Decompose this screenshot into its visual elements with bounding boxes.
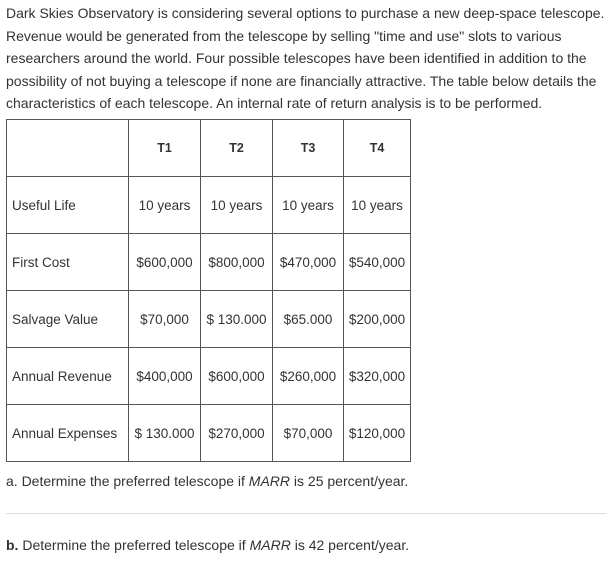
table-cell: $540,000 [344, 234, 411, 291]
question-a-suffix: is 25 percent/year. [290, 473, 409, 489]
row-label: Useful Life [7, 177, 129, 234]
question-b-marker: b. [6, 537, 19, 553]
row-label: Salvage Value [7, 291, 129, 348]
question-b [6, 537, 409, 553]
table-header-row [7, 120, 411, 177]
header-t4: T4 [344, 120, 411, 177]
header-t2: T2 [201, 120, 273, 177]
header-t1: T1 [129, 120, 201, 177]
table-cell: $270,000 [201, 405, 273, 462]
table-cell: 10 years [129, 177, 201, 234]
table-cell: $120,000 [344, 405, 411, 462]
table-cell: $320,000 [344, 348, 411, 405]
table-cell: 10 years [344, 177, 411, 234]
header-t3: T3 [273, 120, 344, 177]
table-row [7, 177, 411, 234]
table-row [7, 348, 411, 405]
table-cell: $70,000 [273, 405, 344, 462]
table-cell: $400,000 [129, 348, 201, 405]
row-label: Annual Revenue [7, 348, 129, 405]
table-row [7, 291, 411, 348]
telescope-options-table [6, 119, 411, 462]
question-b-prefix: Determine the preferred telescope if [18, 537, 250, 553]
question-b-marr: MARR [249, 537, 291, 553]
table-cell: $ 130.000 [129, 405, 201, 462]
table-cell: $65.000 [273, 291, 344, 348]
table-cell: $200,000 [344, 291, 411, 348]
table-cell: $470,000 [273, 234, 344, 291]
table-cell: $600,000 [201, 348, 273, 405]
table-cell: 10 years [273, 177, 344, 234]
table-row [7, 405, 411, 462]
question-a-prefix: a. Determine the preferred telescope if [6, 473, 249, 489]
question-divider [6, 513, 606, 514]
question-a-marr: MARR [248, 473, 291, 489]
table-row [7, 234, 411, 291]
table-cell: $70,000 [129, 291, 201, 348]
table-cell: 10 years [201, 177, 273, 234]
header-corner-cell [7, 120, 129, 177]
row-label: Annual Expenses [7, 405, 129, 462]
table-cell: $600,000 [129, 234, 201, 291]
table-cell: $260,000 [273, 348, 344, 405]
table-cell: $800,000 [201, 234, 273, 291]
problem-statement: Dark Skies Observatory is considering several options to purchase a new deep-space telescope. Revenue would be generated from the telescope by selling "time and use" slots to various researchers around the world. Four possible telescopes have been identified in addition to the possibility of not buying a telescope if none are financially attractive. The table below details the characteristics of each telescope. An internal rate of return analysis is to be performed. [6, 5, 605, 112]
table-cell: $ 130.000 [201, 291, 273, 348]
row-label: First Cost [7, 234, 129, 291]
question-a [6, 473, 408, 489]
question-b-suffix: is 42 percent/year. [290, 537, 410, 553]
